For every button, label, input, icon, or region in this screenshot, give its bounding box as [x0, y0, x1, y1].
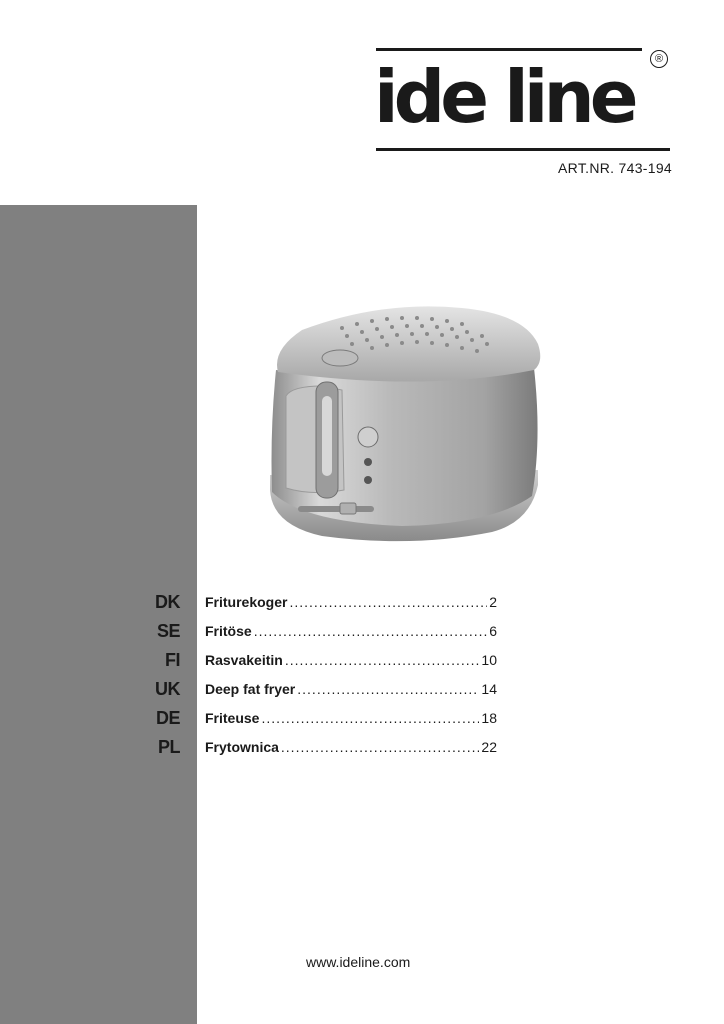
language-code: DE	[155, 708, 180, 728]
toc-row[interactable]	[0, 621, 724, 645]
brand-name: ide line	[374, 55, 634, 139]
leader-dots	[281, 739, 480, 755]
toc-entry	[205, 623, 497, 639]
language-code: DK	[155, 592, 180, 612]
logo-bottom-rule	[376, 148, 670, 151]
page-number: 10	[481, 652, 497, 668]
page-number: 22	[481, 739, 497, 755]
toc-title: Friturekoger	[205, 594, 288, 610]
language-code: SE	[156, 621, 180, 641]
toc-row[interactable]	[0, 708, 724, 732]
toc-title: Deep fat fryer	[205, 681, 296, 697]
website-link[interactable]: www.ideline.com	[306, 954, 411, 970]
toc-title: Fritöse	[205, 623, 252, 639]
leader-dots	[254, 623, 488, 639]
brand-logo	[376, 48, 670, 154]
toc-title: Rasvakeitin	[205, 652, 283, 668]
toc-entry	[205, 739, 497, 755]
toc-row[interactable]	[0, 650, 724, 674]
page-number: 14	[481, 681, 497, 697]
toc-title: Frytownica	[205, 739, 279, 755]
page-number: 18	[481, 710, 497, 726]
toc-row[interactable]	[0, 592, 724, 616]
language-code: FI	[165, 650, 180, 670]
toc-entry	[205, 594, 497, 610]
toc-entry	[205, 652, 497, 668]
toc-entry	[205, 681, 497, 697]
language-code: UK	[155, 679, 180, 699]
toc-row[interactable]	[0, 737, 724, 761]
leader-dots	[261, 710, 479, 726]
page-number: 6	[489, 623, 497, 639]
toc-entry	[205, 710, 497, 726]
registered-mark: ®	[650, 50, 668, 68]
article-number: ART.NR. 743-194	[558, 160, 672, 176]
logo-top-rule	[376, 48, 642, 51]
toc-title: Friteuse	[205, 710, 260, 726]
page-number: 2	[489, 594, 497, 610]
leader-dots	[289, 594, 487, 610]
leader-dots	[297, 681, 479, 697]
toc-row[interactable]	[0, 679, 724, 703]
leader-dots	[285, 652, 480, 668]
deep-fat-fryer-photo	[262, 300, 547, 545]
language-code: PL	[157, 737, 180, 757]
